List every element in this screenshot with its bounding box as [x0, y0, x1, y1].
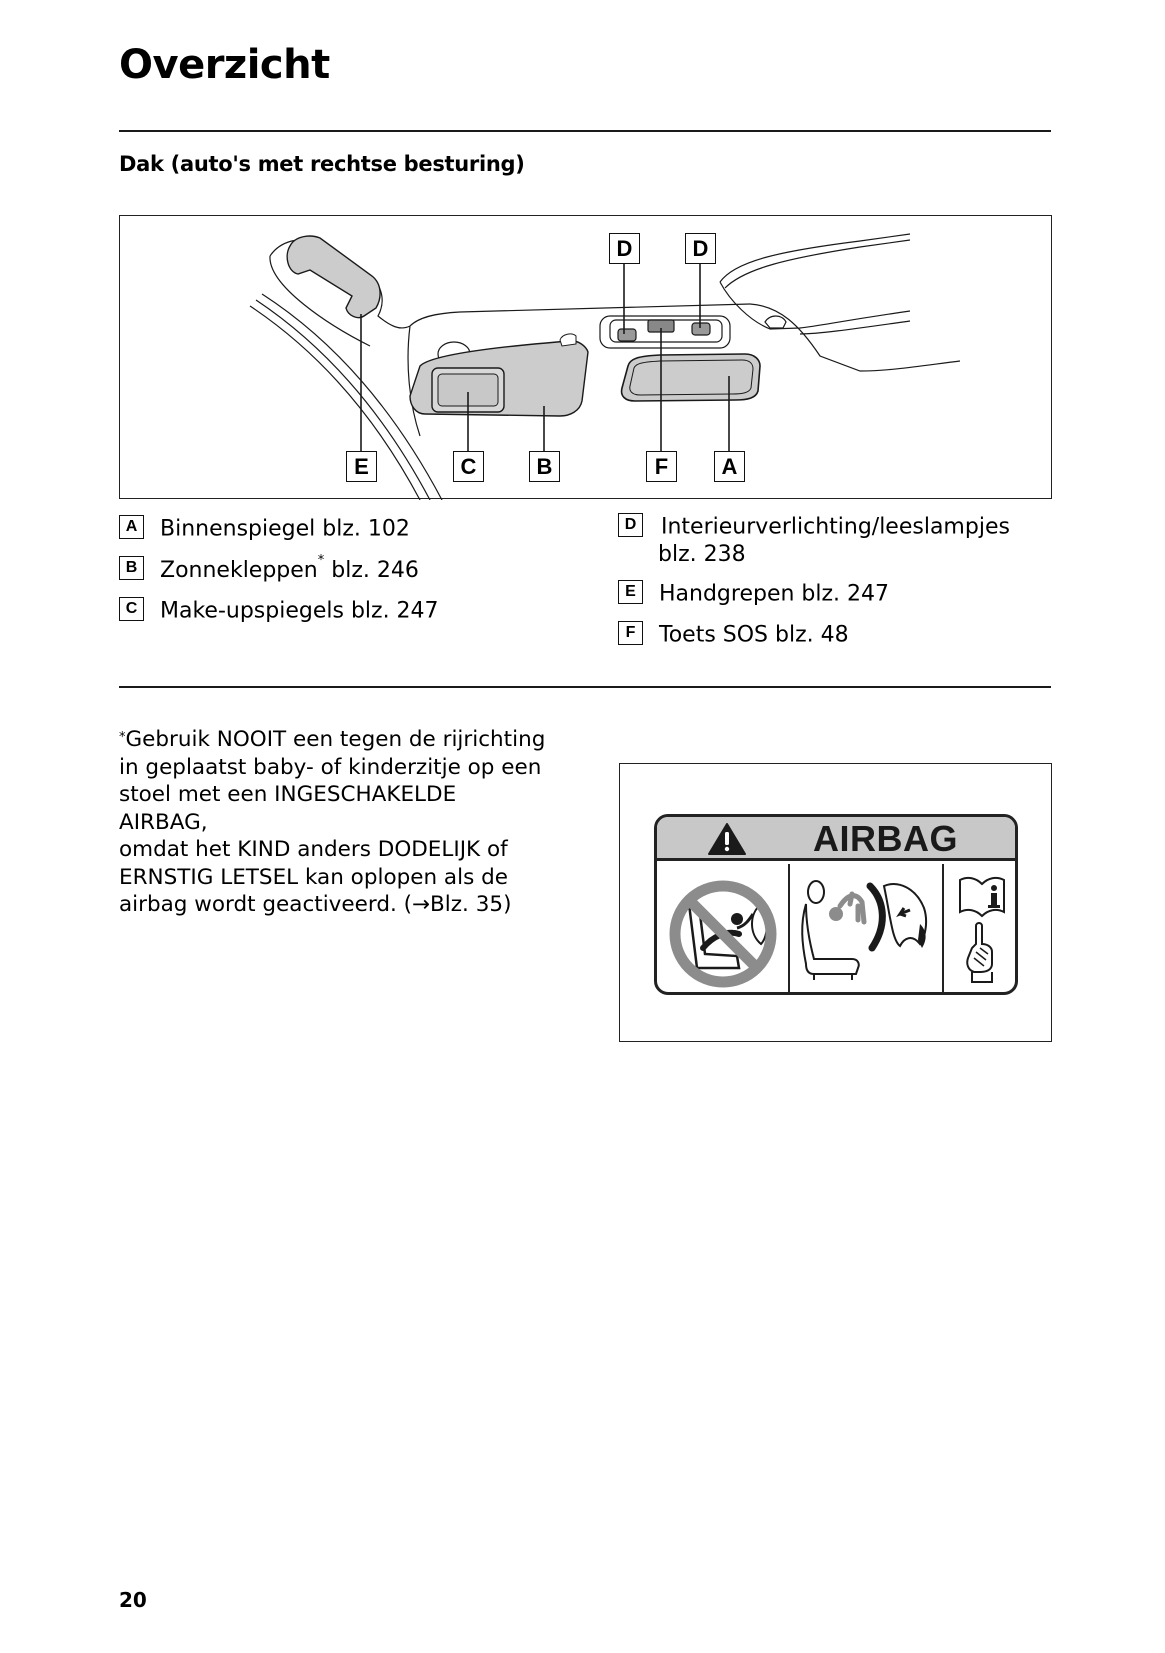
callout-c: C: [453, 451, 484, 482]
asterisk-marker: *: [317, 553, 325, 569]
legend-label-c: Make-upspiegels blz. 247: [160, 598, 439, 624]
top-divider: [119, 130, 1051, 132]
callout-e: E: [346, 451, 377, 482]
footnote: [119, 726, 549, 919]
no-rear-facing-child-seat-icon: [657, 864, 790, 995]
legend-item-d-continuation: blz. 238: [658, 542, 746, 567]
airbag-label-frame: [619, 763, 1052, 1042]
footnote-line: stoel met een INGESCHAKELDE AIRBAG,: [119, 782, 457, 835]
legend-label-e: Handgrepen blz. 247: [659, 581, 890, 607]
legend-label-f: Toets SOS blz. 48: [659, 622, 849, 648]
airbag-cell-deploy: [792, 864, 944, 995]
callout-d-right: D: [685, 233, 716, 264]
legend-item-a: [119, 516, 410, 542]
legend-item-d: [618, 514, 1010, 540]
read-manual-icon: [946, 864, 1018, 995]
footnote-marker: *: [119, 730, 126, 745]
pointing-hand-icon: [967, 923, 992, 982]
footnote-line: [119, 726, 549, 754]
callout-f: F: [646, 451, 677, 482]
key-box-a: A: [119, 515, 144, 539]
airbag-deploy-icon: [792, 864, 944, 995]
mid-divider: [119, 686, 1051, 688]
airbag-cell-prohibition: [657, 864, 790, 995]
legend-label-a: Binnenspiegel blz. 102: [160, 516, 410, 542]
callout-d-left: D: [609, 233, 640, 264]
page-number: 20: [119, 1588, 147, 1612]
airbag-label-title: AIRBAG: [813, 818, 958, 859]
warning-triangle-icon: [707, 822, 747, 856]
legend-item-b: [119, 553, 419, 583]
airbag-warning-label: [654, 814, 1018, 995]
legend-item-c: [119, 598, 439, 624]
footnote-line: in geplaatst baby- of kinderzitje op een: [119, 754, 542, 780]
callout-a: A: [714, 451, 745, 482]
legend-item-f: [618, 622, 849, 648]
key-box-b: B: [119, 556, 144, 580]
legend-label-b: Zonnekleppen: [160, 557, 318, 583]
key-box-e: E: [618, 580, 643, 604]
section-heading: Dak (auto's met rechtse besturing): [119, 152, 525, 176]
roof-diagram: [119, 215, 1052, 499]
key-box-f: F: [618, 621, 643, 645]
key-box-c: C: [119, 597, 144, 621]
page-title: Overzicht: [119, 42, 330, 88]
footnote-line: ERNSTIG LETSEL kan oplopen als de: [119, 864, 508, 890]
legend-label-d: Interieurverlichting/leeslampjes: [661, 514, 1010, 540]
callout-b: B: [529, 451, 560, 482]
legend-label-b-suffix: blz. 246: [324, 557, 419, 583]
footnote-line: omdat het KIND anders DODELIJK of: [119, 837, 508, 862]
airbag-label-header: [657, 817, 1015, 861]
legend-item-e: [618, 581, 889, 607]
key-box-d: D: [618, 513, 643, 537]
legend-label-b-wrap: [160, 553, 419, 583]
roof-illustration: [120, 216, 1053, 500]
footnote-line: airbag wordt geactiveerd. (→Blz. 35): [119, 892, 512, 917]
footnote-text: Gebruik NOOIT een tegen de rijrichting: [125, 727, 546, 752]
airbag-cell-manual: [946, 864, 1018, 995]
